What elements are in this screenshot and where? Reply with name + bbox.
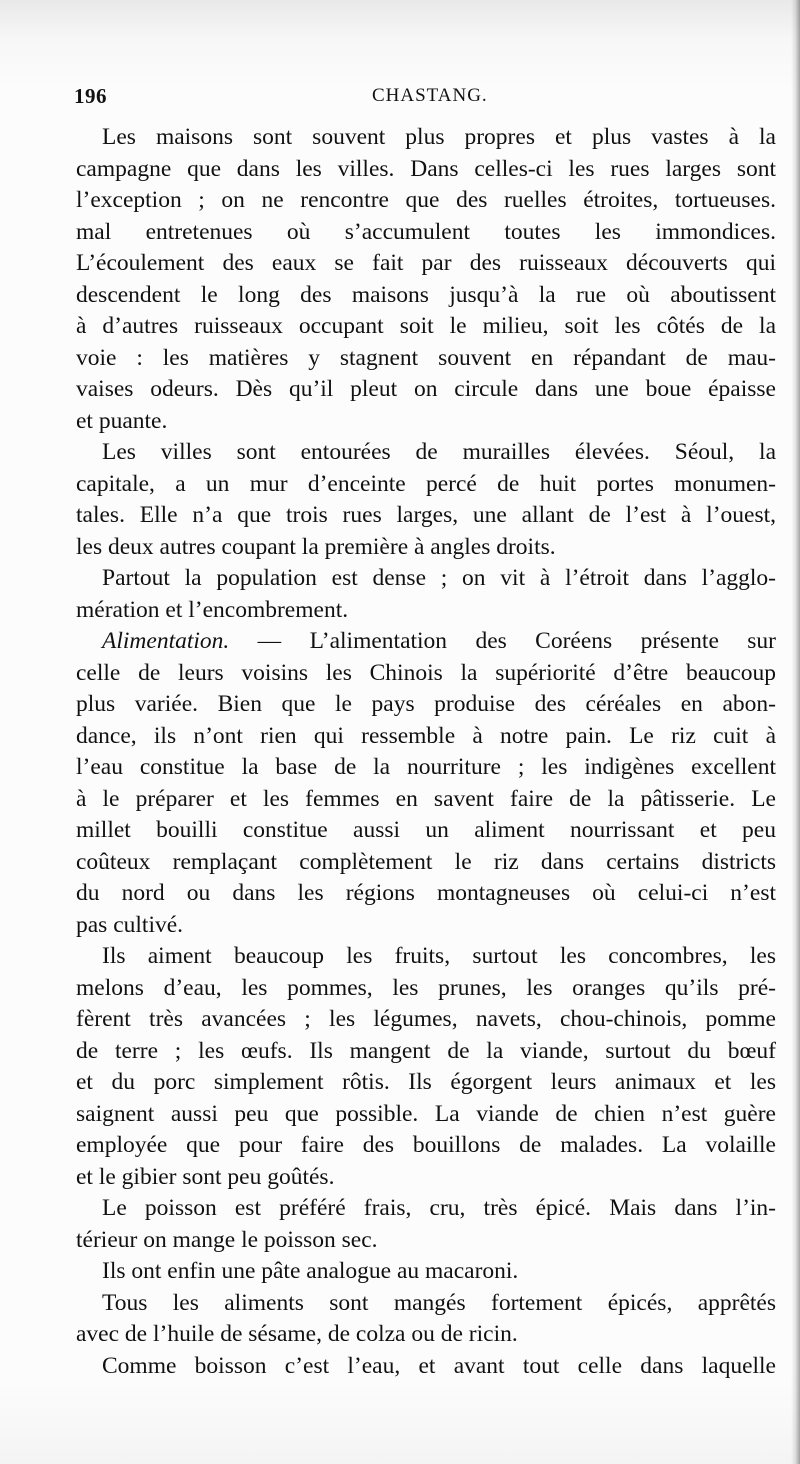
running-head: CHASTANG.	[372, 85, 488, 106]
text-line: capitale, a un mur d’enceinte percé de huit portes monumen-	[76, 470, 776, 497]
text-line: Tous les aliments sont mangés fortement épicés, apprêtés	[102, 1289, 776, 1316]
text-line: et le gibier sont peu goûtés.	[76, 1163, 335, 1190]
text-line: les deux autres coupant la première à angles droits.	[76, 533, 556, 560]
text-line: employée que pour faire des bouillons de malades. La volaille	[76, 1132, 776, 1158]
page-edge-shadow	[791, 0, 800, 1464]
section-heading: Alimentation.	[102, 628, 230, 654]
text-line: et du porc simplement rôtis. Ils égorgent leurs animaux et les	[76, 1069, 776, 1095]
text-line: Comme boisson c’est l’eau, et avant tout celle dans laquelle	[102, 1352, 776, 1379]
text-line: L’écoulement des eaux se fait par des ruisseaux découverts qui	[76, 250, 776, 276]
text-line: plus variée. Bien que le pays produise des céréales en abon-	[76, 691, 776, 717]
section-heading-continuation: — L’alimentation des Coréens présente sur	[229, 628, 776, 654]
text-line: Partout la population est dense ; on vit à l’étroit dans l’agglo-	[102, 565, 776, 591]
text-line: saignent aussi peu que possible. La viande de chien n’est guère	[76, 1100, 776, 1127]
text-line: vaises odeurs. Dès qu’il pleut on circule dans une boue épaisse	[76, 376, 776, 402]
text-line: avec de l’huile de sésame, de colza ou de ricin.	[76, 1321, 518, 1347]
text-line: à le préparer et les femmes en savent faire de la pâtisserie. Le	[76, 785, 776, 812]
text-line: coûteux remplaçant complètement le riz dans certains districts	[76, 848, 776, 875]
page-number: 196	[74, 84, 107, 108]
text-line: Les villes sont entourées de murailles élevées. Séoul, la	[102, 439, 776, 465]
text-line: à d’autres ruisseaux occupant soit le milieu, soit les côtés de la	[76, 313, 776, 339]
text-line: Ils aiment beaucoup les fruits, surtout les concombres, les	[102, 943, 776, 969]
text-line: tales. Elle n’a que trois rues larges, une allant de l’est à l’ouest,	[76, 502, 776, 528]
text-line: l’eau constitue la base de la nourriture ; les indigènes excellent	[76, 754, 776, 780]
text-line: voie : les matières y stagnent souvent en répandant de mau-	[76, 344, 776, 371]
text-line: térieur on mange le poisson sec.	[76, 1226, 378, 1253]
text-line: et puante.	[76, 407, 168, 434]
text-line: dance, ils n’ont rien qui ressemble à notre pain. Le riz cuit à	[76, 722, 776, 749]
text-line: Le poisson est préféré frais, cru, très épicé. Mais dans l’in-	[102, 1195, 776, 1221]
text-line: descendent le long des maisons jusqu’à la rue où aboutissent	[76, 281, 776, 308]
text-line: millet bouilli constitue aussi un aliment nourrissant et peu	[76, 817, 776, 843]
text-line: mération et l’encombrement.	[76, 596, 349, 623]
text-line: du nord ou dans les régions montagneuses où celui-ci n’est	[76, 880, 776, 906]
text-line: fèrent très avancées ; les légumes, navets, chou-chinois, pomme	[76, 1006, 776, 1032]
section-heading-line	[76, 626, 776, 658]
text-line: mal entretenues où s’accumulent toutes les immondices.	[76, 218, 776, 245]
body-text	[76, 122, 776, 1382]
text-line: Ils ont enfin une pâte analogue au macaroni.	[102, 1258, 519, 1284]
text-line: pas cultivé.	[76, 911, 184, 938]
page-header	[74, 84, 778, 114]
text-line: de terre ; les œufs. Ils mangent de la viande, surtout du bœuf	[76, 1037, 776, 1064]
text-line: melons d’eau, les pommes, les prunes, les oranges qu’ils pré-	[76, 974, 776, 1001]
text-line: l’exception ; on ne rencontre que des ruelles étroites, tortueuses.	[76, 187, 776, 213]
text-line: celle de leurs voisins les Chinois la supériorité d’être beaucoup	[76, 659, 776, 686]
text-line: Les maisons sont souvent plus propres et plus vastes à la	[102, 124, 776, 150]
text-line: campagne que dans les villes. Dans celles-ci les rues larges sont	[76, 155, 776, 182]
